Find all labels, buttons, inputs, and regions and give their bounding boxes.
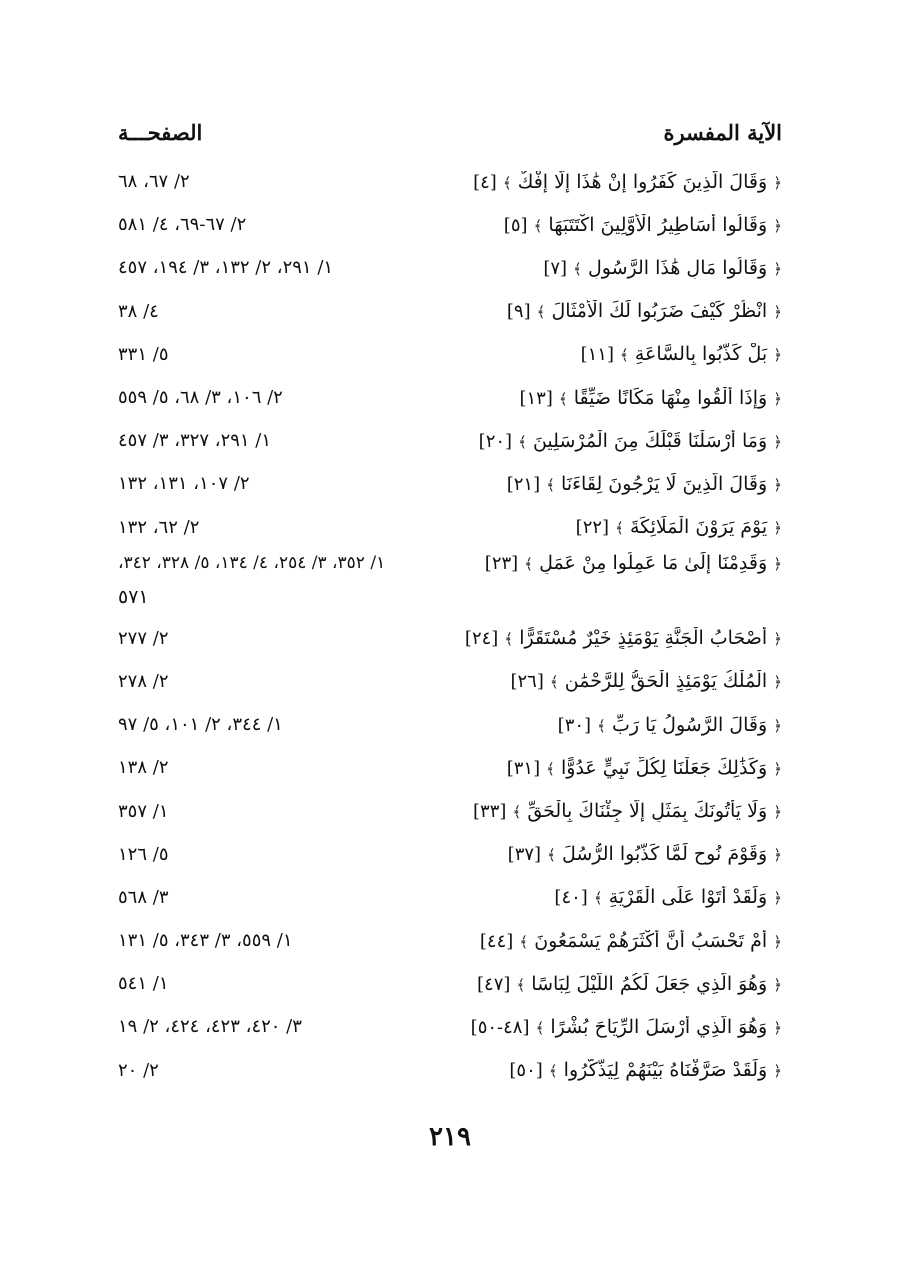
verse-number: [٣٠] — [557, 714, 592, 736]
ornate-bracket-close: ﴾ — [512, 803, 522, 822]
verse-number: [٤٨-٥٠] — [470, 1016, 530, 1038]
ornate-bracket-close: ﴾ — [593, 889, 603, 908]
table-row — [118, 703, 782, 746]
ayah-text: وَهُوَ الَّذِي أَرْسَلَ الرِّيَاحَ بُشْرًا — [550, 1015, 768, 1038]
ornate-bracket-close: ﴾ — [502, 173, 512, 192]
ayah-entry — [510, 670, 782, 692]
page-references: ٢/ ١٣٨ — [118, 757, 169, 779]
page-references: ٢/ ١٠٧، ١٣١، ١٣٢ — [118, 473, 250, 495]
table-row — [118, 333, 782, 376]
verse-number: [١١] — [580, 344, 614, 366]
verse-number: [٤] — [473, 171, 497, 193]
ayah-entry — [465, 627, 782, 649]
page-references: ١/ ٥٥٩، ٣/ ٣٤٣، ٥/ ١٣١ — [118, 930, 293, 952]
ayah-entry — [558, 714, 782, 736]
verse-number: [٧] — [543, 257, 568, 279]
ornate-bracket-open: ﴿ — [773, 716, 782, 735]
ornate-bracket-close: ﴾ — [620, 346, 629, 365]
table-row — [118, 833, 782, 876]
page-references: ٥/ ١٢٦ — [118, 843, 169, 865]
ornate-bracket-open: ﴿ — [773, 432, 782, 451]
ornate-bracket-open: ﴿ — [773, 759, 782, 778]
verse-number: [٤٧] — [477, 973, 511, 995]
ornate-bracket-close: ﴾ — [546, 759, 555, 778]
ayah-entry — [480, 930, 782, 952]
table-row — [118, 549, 782, 577]
ayah-text: وَلَا يَأْتُونَكَ بِمَثَلٍ إِلَّا جِئْنَاكَ بِالْحَقِّ — [527, 800, 768, 823]
ornate-bracket-close: ﴾ — [548, 1062, 558, 1081]
verse-number: [٣٣] — [473, 801, 507, 823]
ornate-bracket-close: ﴾ — [518, 432, 527, 451]
ayah-entry — [509, 1059, 782, 1081]
page-references: ٣/ ٤٢٠، ٤٢٣، ٤٢٤، ٢/ ١٩ — [118, 1016, 302, 1038]
page-references: ١/ ٥٤١ — [118, 973, 169, 995]
verse-number: [٩] — [506, 301, 531, 323]
page-references: ٢/ ٦٧-٦٩، ٤/ ٥٨١ — [118, 214, 247, 236]
ayah-entry — [543, 257, 782, 279]
verse-number: [٤٠] — [554, 887, 588, 909]
ayah-text: يَوْمَ يَرَوْنَ الْمَلَائِكَةَ — [629, 516, 768, 539]
ayah-entry — [504, 214, 782, 236]
verse-number: [٢١] — [506, 473, 541, 495]
ornate-bracket-open: ﴿ — [773, 1062, 782, 1081]
ornate-bracket-open: ﴿ — [773, 303, 782, 322]
ayah-text: وَإِذَا أُلْقُوا مِنْهَا مَكَانًا ضَيِّقًا — [573, 386, 768, 409]
ayah-text: وَمَا أَرْسَلْنَا قَبْلَكَ مِنَ الْمُرْسَلِينَ — [532, 429, 768, 452]
ayah-text: وَقَالَ الَّذِينَ كَفَرُوا إِنْ هَٰذَا إِلَّا إِفْكٌ — [517, 170, 768, 193]
verse-number: [٣٧] — [507, 844, 542, 866]
ornate-bracket-close: ﴾ — [533, 216, 543, 235]
page-references: ٢/ ١٠٦، ٣/ ٦٨، ٥/ ٥٥٩ — [118, 387, 283, 409]
ornate-bracket-close: ﴾ — [573, 259, 582, 278]
ornate-bracket-open: ﴿ — [773, 846, 782, 865]
verse-number: [٢٢] — [575, 517, 610, 539]
ayah-text: وَكَذَٰلِكَ جَعَلْنَا لِكُلِّ نَبِيٍّ عَدُوًّا — [560, 756, 768, 779]
ayah-entry — [477, 973, 782, 995]
page-references: ٢/ ٢٠ — [118, 1059, 159, 1081]
ornate-bracket-open: ﴿ — [773, 975, 782, 994]
ornate-bracket-open: ﴿ — [773, 932, 782, 951]
ornate-bracket-close: ﴾ — [549, 673, 559, 692]
table-row — [118, 789, 782, 832]
ayah-text: وَقَالَ الرَّسُولُ يَا رَبِّ — [611, 713, 768, 736]
ornate-bracket-close: ﴾ — [504, 630, 514, 649]
table-row — [118, 376, 782, 419]
ayah-entry — [473, 171, 782, 193]
ayah-entry — [576, 516, 782, 538]
table-row — [118, 876, 782, 919]
page-number: ٢١٩ — [429, 1122, 471, 1152]
page-references: ٢/ ٢٧٧ — [118, 627, 169, 649]
ornate-bracket-close: ﴾ — [547, 846, 556, 865]
verse-number: [٤٤] — [479, 930, 514, 952]
verse-number: [٢٠] — [478, 430, 513, 452]
verse-number: [٥] — [503, 214, 528, 236]
ornate-bracket-close: ﴾ — [519, 932, 529, 951]
verse-number: [٢٦] — [510, 671, 544, 693]
ayah-entry — [471, 1016, 782, 1038]
ornate-bracket-open: ﴿ — [773, 475, 782, 494]
table-row — [118, 419, 782, 462]
ornate-bracket-close: ﴾ — [524, 554, 534, 573]
ayah-text: أَصْحَابُ الْجَنَّةِ يَوْمَئِذٍ خَيْرٌ مُسْتَقَرًّا — [519, 627, 768, 650]
page-column-heading: الصفحـــة — [118, 119, 203, 145]
table-row — [118, 462, 782, 505]
table-header — [118, 114, 782, 150]
table-row — [118, 1049, 782, 1092]
ornate-bracket-open: ﴿ — [773, 889, 782, 908]
ayah-text: وَهُوَ الَّذِي جَعَلَ لَكُمُ اللَّيْلَ لِبَاسًا — [531, 972, 768, 995]
ornate-bracket-open: ﴿ — [773, 173, 782, 192]
ornate-bracket-close: ﴾ — [597, 716, 606, 735]
ornate-bracket-open: ﴿ — [773, 554, 782, 573]
page-references: ١/ ٢٩١، ٣٢٧، ٣/ ٤٥٧ — [118, 430, 272, 452]
table-row — [118, 1005, 782, 1048]
ayah-text: بَلْ كَذَّبُوا بِالسَّاعَةِ — [634, 343, 768, 366]
ayah-text: وَلَقَدْ أَتَوْا عَلَى الْقَرْيَةِ — [608, 886, 768, 909]
ayah-entry — [519, 387, 782, 409]
verse-number: [١٣] — [519, 387, 553, 409]
table-row — [118, 919, 782, 962]
ornate-bracket-open: ﴿ — [773, 1018, 782, 1037]
ayah-entry — [479, 430, 782, 452]
ornate-bracket-close: ﴾ — [615, 519, 624, 538]
ornate-bracket-close: ﴾ — [546, 475, 555, 494]
table-row — [118, 246, 782, 289]
ornate-bracket-close: ﴾ — [535, 1018, 545, 1037]
ornate-bracket-close: ﴾ — [516, 975, 526, 994]
ornate-bracket-open: ﴿ — [773, 216, 782, 235]
index-rows — [118, 160, 782, 1092]
ayah-text: وَقَالَ الَّذِينَ لَا يَرْجُونَ لِقَاءَنَا — [561, 472, 768, 495]
page-references: ٥/ ٣٣١ — [118, 343, 169, 365]
page-references: ١/ ٣٥٢، ٣/ ٢٥٤، ٤/ ١٣٤، ٥/ ٣٢٨، ٣٤٢، — [118, 552, 386, 573]
page-references: ١/ ٣٤٤، ٢/ ١٠١، ٥/ ٩٧ — [118, 714, 283, 736]
ornate-bracket-open: ﴿ — [773, 519, 782, 538]
table-row — [118, 160, 782, 203]
ayah-entry — [581, 343, 782, 365]
ayah-text: وَقَالُوا مَالِ هَٰذَا الرَّسُولِ — [587, 256, 768, 279]
ayah-text: وَلَقَدْ صَرَّفْنَاهُ بَيْنَهُمْ لِيَذَّكَّرُوا — [563, 1059, 768, 1082]
ornate-bracket-close: ﴾ — [536, 303, 546, 322]
page-references: ٣/ ٥٦٨ — [118, 886, 169, 908]
ayah-entry — [554, 886, 782, 908]
table-row — [118, 962, 782, 1005]
ayah-text: الْمُلْكُ يَوْمَئِذٍ الْحَقُّ لِلرَّحْمَٰنِ — [564, 670, 768, 693]
ornate-bracket-open: ﴿ — [773, 630, 782, 649]
ornate-bracket-open: ﴿ — [773, 673, 782, 692]
page-references-overflow: ٥٧١ — [118, 585, 149, 608]
ornate-bracket-open: ﴿ — [773, 259, 782, 278]
page-references: ١/ ٣٥٧ — [118, 800, 169, 822]
ayah-entry — [508, 843, 782, 865]
ayah-text: وَقَوْمَ نُوحٍ لَمَّا كَذَّبُوا الرُّسُلَ — [561, 843, 768, 866]
table-row — [118, 660, 782, 703]
verse-number: [٣١] — [506, 757, 541, 779]
page-references: ٢/ ٦٧، ٦٨ — [118, 171, 190, 193]
ayah-text: وَقَدِمْنَا إِلَىٰ مَا عَمِلُوا مِنْ عَمَلٍ — [539, 551, 768, 574]
page-references: ٢/ ٦٢، ١٣٢ — [118, 516, 200, 538]
ayah-text: انْظُرْ كَيْفَ ضَرَبُوا لَكَ الْأَمْثَالَ — [551, 300, 768, 323]
page-references-continued — [118, 577, 782, 617]
ayah-text: أَمْ تَحْسَبُ أَنَّ أَكْثَرَهُمْ يَسْمَعُونَ — [534, 929, 768, 952]
ayah-entry — [485, 552, 782, 574]
ornate-bracket-open: ﴿ — [773, 803, 782, 822]
ayah-entry — [507, 300, 782, 322]
verse-number: [٥٠] — [509, 1060, 543, 1082]
ayah-entry — [507, 757, 782, 779]
verse-number: [٢٣] — [484, 552, 519, 574]
table-row — [118, 506, 782, 549]
verse-number: [٢٤] — [464, 628, 499, 650]
table-row — [118, 290, 782, 333]
ayah-entry — [473, 800, 782, 822]
ayah-text: وَقَالُوا أَسَاطِيرُ الْأَوَّلِينَ اكْتَتَبَهَا — [548, 213, 768, 236]
ornate-bracket-close: ﴾ — [558, 389, 568, 408]
ornate-bracket-open: ﴿ — [773, 346, 782, 365]
ayah-column-heading: الآية المفسرة — [663, 119, 782, 145]
page-references: ٤/ ٣٨ — [118, 300, 159, 322]
page-references: ٢/ ٢٧٨ — [118, 670, 169, 692]
ornate-bracket-open: ﴿ — [773, 389, 782, 408]
table-row — [118, 203, 782, 246]
table-row — [118, 746, 782, 789]
page-references: ١/ ٢٩١، ٢/ ١٣٢، ٣/ ١٩٤، ٤٥٧ — [118, 257, 334, 279]
ayah-entry — [507, 473, 782, 495]
table-row — [118, 617, 782, 660]
